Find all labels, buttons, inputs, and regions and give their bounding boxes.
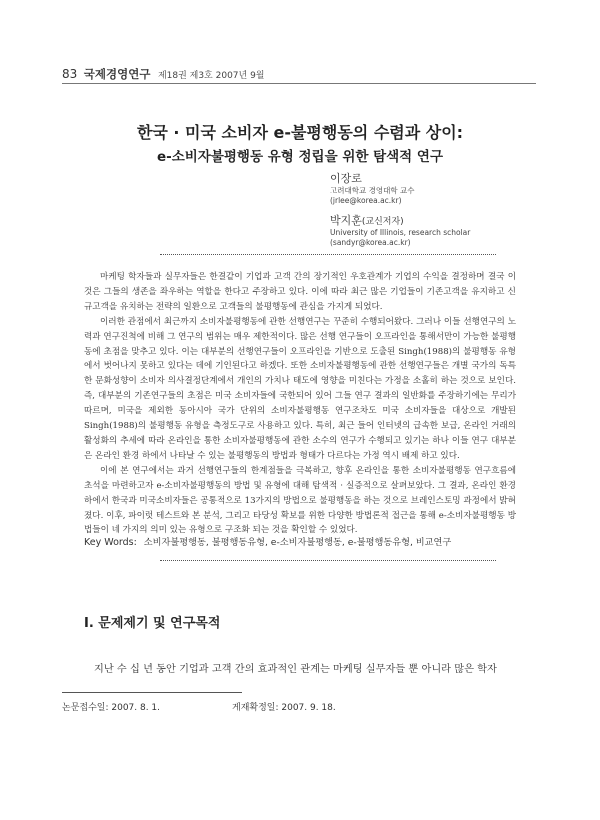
author-affiliation: 고려대학교 경영대학 교수 [330, 186, 415, 195]
journal-name: 국제경영연구 [83, 67, 151, 81]
body-paragraph: 지난 수 십 년 동안 기업과 고객 간의 효과적인 관계는 마케팅 실무자들 뿐 아니라 많은 학자 [94, 664, 497, 675]
header-rule [62, 83, 536, 84]
paper-subtitle: e-소비자불평행동 유형 정립을 위한 탐색적 연구 [156, 149, 444, 165]
author-email: (jrlee@korea.ac.kr) [330, 196, 402, 205]
author-block-1 [330, 170, 414, 206]
author-role: (교신저자) [361, 217, 404, 227]
journal-volume: 제18권 제3호 2007년 9월 [157, 71, 265, 81]
footnote-rule [62, 692, 242, 693]
keywords-text: 소비자불평행동, 불평행동유형, e-소비자불평행동, e-불평행동유형, 비교연구 [143, 537, 452, 548]
author-affiliation: University of Illinois, research scholar [330, 228, 471, 237]
dotted-divider-top [160, 254, 496, 255]
keywords [84, 534, 524, 548]
received-date: 논문접수일: 2007. 8. 1. [62, 703, 161, 713]
abstract-paragraph: 마케팅 학자들과 실무자들은 한결같이 기업과 고객 간의 장기적인 우호관계가 기업의 수익을 결정하며 결국 이것은 그들의 생존을 좌우하는 역할을 한다고 주장하고 있다. 이에 따라 최근 많은 기업들이 기존고객을 유지하고 신규고객을 유치하는 전략의 일환으로 고객들의 불평행동에 관심을 가지게 되었다. [84, 272, 516, 312]
section-heading: Ⅰ. 문제제기 및 연구목적 [84, 616, 221, 631]
abstract [84, 270, 516, 538]
page-number: 83 [62, 67, 78, 81]
paper-title: 한국 · 미국 소비자 e-불평행동의 수렴과 상이: [136, 123, 464, 142]
keywords-label: Key Words: [84, 537, 137, 548]
running-header [62, 66, 265, 82]
author-email: (sandyr@korea.ac.kr) [330, 238, 411, 247]
dotted-divider-bottom [160, 560, 496, 561]
author-block-2 [330, 212, 470, 248]
author-name: 박지훈 [330, 214, 362, 227]
author-name: 이장로 [330, 172, 362, 185]
accepted-date: 게재확정일: 2007. 9. 18. [232, 703, 336, 713]
abstract-paragraph: 이에 본 연구에서는 과거 선행연구들의 한계점들을 극복하고, 향후 온라인을 통한 소비자불평행동 연구흐름에 초석을 마련하고자 e-소비자불평행동의 방법 및 유형에 대해 탐색적 · 실증적으로 살펴보았다. 그 결과, 온라인 환경 하에서 한국과 미국소비자들은 공통적으로 13가지의 방법으로 불평행동을 하는 것으로 브레인스토밍 과정에서 밝혀졌다. 이후, 파이럿 테스트와 본 분석, 그리고 타당성 확보를 위한 다양한 방법론적 접근을 통해 e-소비자불평행동 방법들이 네 가지의 의미 있는 유형으로 구조화 되는 것을 확인할 수 있었다. [84, 465, 516, 536]
abstract-paragraph: 이러한 관점에서 최근까지 소비자불평행동에 관한 선행연구는 꾸준히 수행되어왔다. 그러나 이들 선행연구의 노력과 연구진척에 비해 그 연구의 범위는 매우 제한적이다. 많은 선행 연구들이 오프라인을 통해서만이 가능한 불평행동에 초점을 맞추고 있다. 이는 대부분의 선행연구들이 오프라인을 기반으로 도출된 Singh(1988)의 불평행동 유형에서 벗어나지 못하고 있다는 데에 기인된다고 하겠다. 또한 소비자불평행동에 관한 선행연구들은 개별 국가의 독특한 문화성향이 소비자 의사결정단계에서 개인의 가치나 태도에 영향을 미친다는 가정을 소홀히 하는 것으로 보인다. 즉, 대부분의 기존연구들의 초점은 미국 소비자들에 국한되어 있어 그들 연구 결과의 일반화를 주장하기에는 무리가 따르며, 미국을 제외한 동아시아 국가 단위의 소비자불평행동 연구조차도 미국 소비자들을 대상으로 개발된 Singh(1988)의 불평행동 유형을 측정도구로 사용하고 있다. 특히, 최근 들어 인터넷의 급속한 보급, 온라인 거래의 활성화의 추세에 따라 온라인을 통한 소비자불평행동에 관한 소수의 연구가 수행되고 있기는 하나 이들 연구 대부분은 온라인 환경 하에서 나타날 수 있는 불평행동의 방법과 형태가 다르다는 가정 역시 배제 하고 있다. [84, 316, 516, 461]
